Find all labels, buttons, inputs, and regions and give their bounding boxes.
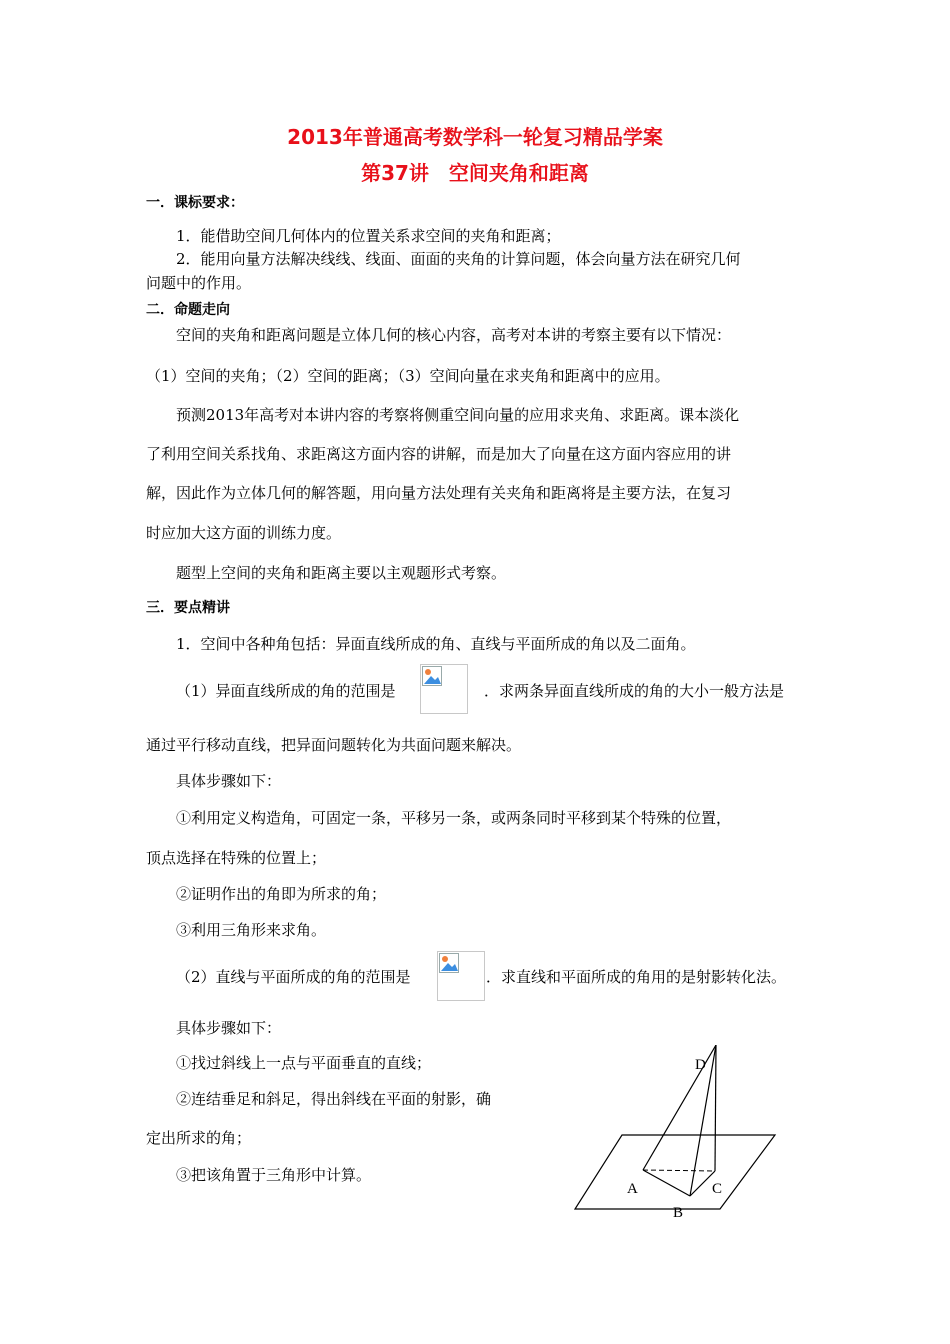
paragraph: 定出所求的角； [146, 1129, 252, 1147]
paragraph: ①找过斜线上一点与平面垂直的直线； [176, 1054, 432, 1072]
label-c: C [712, 1181, 723, 1197]
paragraph: 具体步骤如下： [176, 772, 282, 790]
paragraph: 解，因此作为立体几何的解答题，用向量方法处理有关夹角和距离将是主要方法，在复习 [146, 484, 732, 502]
paragraph: ③利用三角形来求角。 [176, 921, 327, 939]
paragraph: 时应加大这方面的训练力度。 [146, 524, 342, 542]
paragraph: 空间的夹角和距离问题是立体几何的核心内容，高考对本讲的考察主要有以下情况： [176, 326, 732, 344]
paragraph: 题型上空间的夹角和距离主要以主观题形式考察。 [176, 564, 507, 582]
paragraph: ③把该角置于三角形中计算。 [176, 1166, 372, 1184]
section-heading-2: 二．命题走向 [146, 302, 230, 318]
label-b: B [673, 1205, 684, 1221]
paragraph: 问题中的作用。 [146, 274, 252, 292]
lecture-title: 第37讲 空间夹角和距离 [361, 161, 589, 185]
paragraph: （1）空间的夹角；（2）空间的距离；（3）空间向量在求夹角和距离中的应用。 [146, 367, 670, 385]
paragraph: ①利用定义构造角，可固定一条，平移另一条，或两条同时平移到某个特殊的位置， [176, 809, 732, 827]
geometry-figure [570, 1045, 785, 1225]
edge-ab [643, 1170, 690, 1196]
paragraph: ②证明作出的角即为所求的角； [176, 885, 387, 903]
edge-ac-dashed [643, 1170, 715, 1171]
paragraph: （2）直线与平面所成的角的范围是 [176, 968, 411, 986]
section-heading-3: 三．要点精讲 [146, 600, 230, 616]
paragraph: 顶点选择在特殊的位置上； [146, 849, 327, 867]
paragraph: ．求两条异面直线所成的角的大小一般方法是 [484, 682, 785, 700]
paragraph: 通过平行移动直线，把异面问题转化为共面问题来解决。 [146, 736, 522, 754]
broken-image-icon [439, 953, 461, 975]
broken-image-icon [422, 666, 444, 688]
paragraph: 具体步骤如下： [176, 1019, 282, 1037]
paragraph: 1．能借助空间几何体内的位置关系求空间的夹角和距离； [176, 227, 561, 245]
paragraph: 2．能用向量方法解决线线、线面、面面的夹角的计算问题，体会向量方法在研究几何 [176, 250, 741, 268]
label-a: A [627, 1181, 638, 1197]
plane [575, 1135, 775, 1209]
document-title: 2013年普通高考数学科一轮复习精品学案 [287, 125, 663, 149]
paragraph: 了利用空间关系找角、求距离这方面内容的讲解，而是加大了向量在这方面内容应用的讲 [146, 445, 732, 463]
paragraph: ②连结垂足和斜足，得出斜线在平面的射影，确 [176, 1090, 492, 1108]
paragraph: 1．空间中各种角包括：异面直线所成的角、直线与平面所成的角以及二面角。 [176, 635, 696, 653]
paragraph: ．求直线和平面所成的角用的是射影转化法。 [486, 968, 787, 986]
paragraph: （1）异面直线所成的角的范围是 [176, 682, 396, 700]
formula-image-placeholder [437, 951, 485, 1001]
formula-image-placeholder [420, 664, 468, 714]
section-heading-1: 一．课标要求： [146, 195, 244, 211]
paragraph: 预测2013年高考对本讲内容的考察将侧重空间向量的应用求夹角、求距离。课本淡化 [176, 406, 740, 424]
edge-dc [715, 1045, 716, 1171]
label-d: D [695, 1057, 706, 1073]
